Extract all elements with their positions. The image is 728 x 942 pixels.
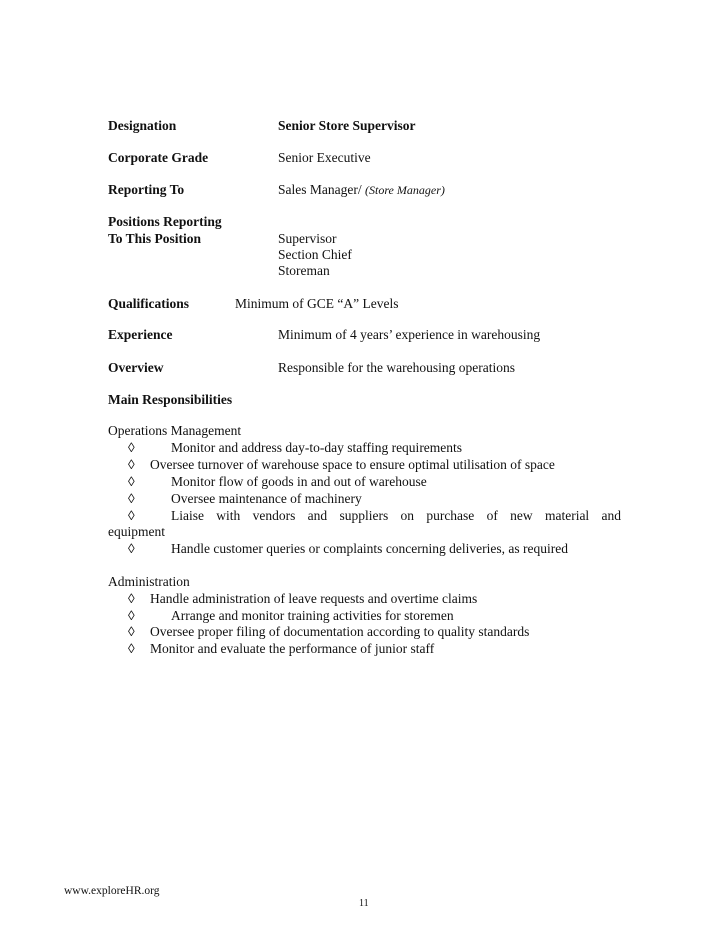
- diamond-bullet-icon: ◊: [128, 624, 135, 639]
- designation-value: Senior Store Supervisor: [278, 118, 416, 133]
- diamond-bullet-icon: ◊: [128, 491, 135, 506]
- list-item: Oversee proper filing of documentation according to quality standards: [150, 624, 530, 639]
- position-supervisor: Supervisor: [278, 231, 337, 246]
- position-storeman: Storeman: [278, 263, 330, 278]
- experience-value: Minimum of 4 years’ experience in warehousing: [278, 327, 541, 342]
- corporate-grade-label: Corporate Grade: [108, 150, 209, 165]
- administration-heading: Administration: [108, 574, 190, 589]
- diamond-bullet-icon: ◊: [128, 541, 135, 556]
- diamond-bullet-icon: ◊: [128, 608, 135, 623]
- corporate-grade-value: Senior Executive: [278, 150, 371, 165]
- list-item: Arrange and monitor training activities for storemen: [171, 608, 454, 623]
- list-item: Handle customer queries or complaints concerning deliveries, as required: [171, 541, 568, 556]
- list-item: Monitor and evaluate the performance of junior staff: [150, 641, 435, 656]
- diamond-bullet-icon: ◊: [128, 508, 135, 523]
- qualifications-label: Qualifications: [108, 296, 190, 311]
- list-item: Oversee maintenance of machinery: [171, 491, 362, 506]
- reporting-to-note: (Store Manager): [364, 183, 445, 197]
- diamond-bullet-icon: ◊: [128, 641, 135, 656]
- diamond-bullet-icon: ◊: [128, 440, 135, 455]
- diamond-bullet-icon: ◊: [128, 591, 135, 606]
- footer-url: www.exploreHR.org: [64, 885, 160, 897]
- operations-management-heading: Operations Management: [108, 423, 242, 438]
- qualifications-value: Minimum of GCE “A” Levels: [235, 296, 399, 311]
- main-responsibilities-heading: Main Responsibilities: [108, 392, 233, 407]
- page-number: 11: [359, 898, 369, 909]
- list-item: Monitor and address day-to-day staffing requirements: [171, 440, 463, 455]
- diamond-bullet-icon: ◊: [128, 474, 135, 489]
- overview-label: Overview: [108, 360, 164, 375]
- list-item: Monitor flow of goods in and out of warehouse: [171, 474, 427, 489]
- position-section-chief: Section Chief: [278, 247, 352, 262]
- diamond-bullet-icon: ◊: [128, 457, 135, 472]
- reporting-to-label: Reporting To: [108, 182, 185, 197]
- designation-label: Designation: [108, 118, 177, 133]
- list-item: Oversee turnover of warehouse space to ensure optimal utilisation of space: [150, 457, 555, 472]
- experience-label: Experience: [108, 327, 173, 342]
- overview-value: Responsible for the warehousing operations: [278, 360, 515, 375]
- positions-reporting-label-line1: Positions Reporting: [108, 214, 222, 229]
- reporting-to-manager: Sales Manager/: [278, 182, 362, 197]
- list-item-continuation: equipment: [108, 524, 165, 539]
- positions-reporting-label-line2: To This Position: [108, 231, 202, 246]
- list-item: Liaise with vendors and suppliers on purchase of new material and: [171, 508, 621, 523]
- reporting-to-value: [278, 182, 445, 198]
- list-item: Handle administration of leave requests and overtime claims: [150, 591, 478, 606]
